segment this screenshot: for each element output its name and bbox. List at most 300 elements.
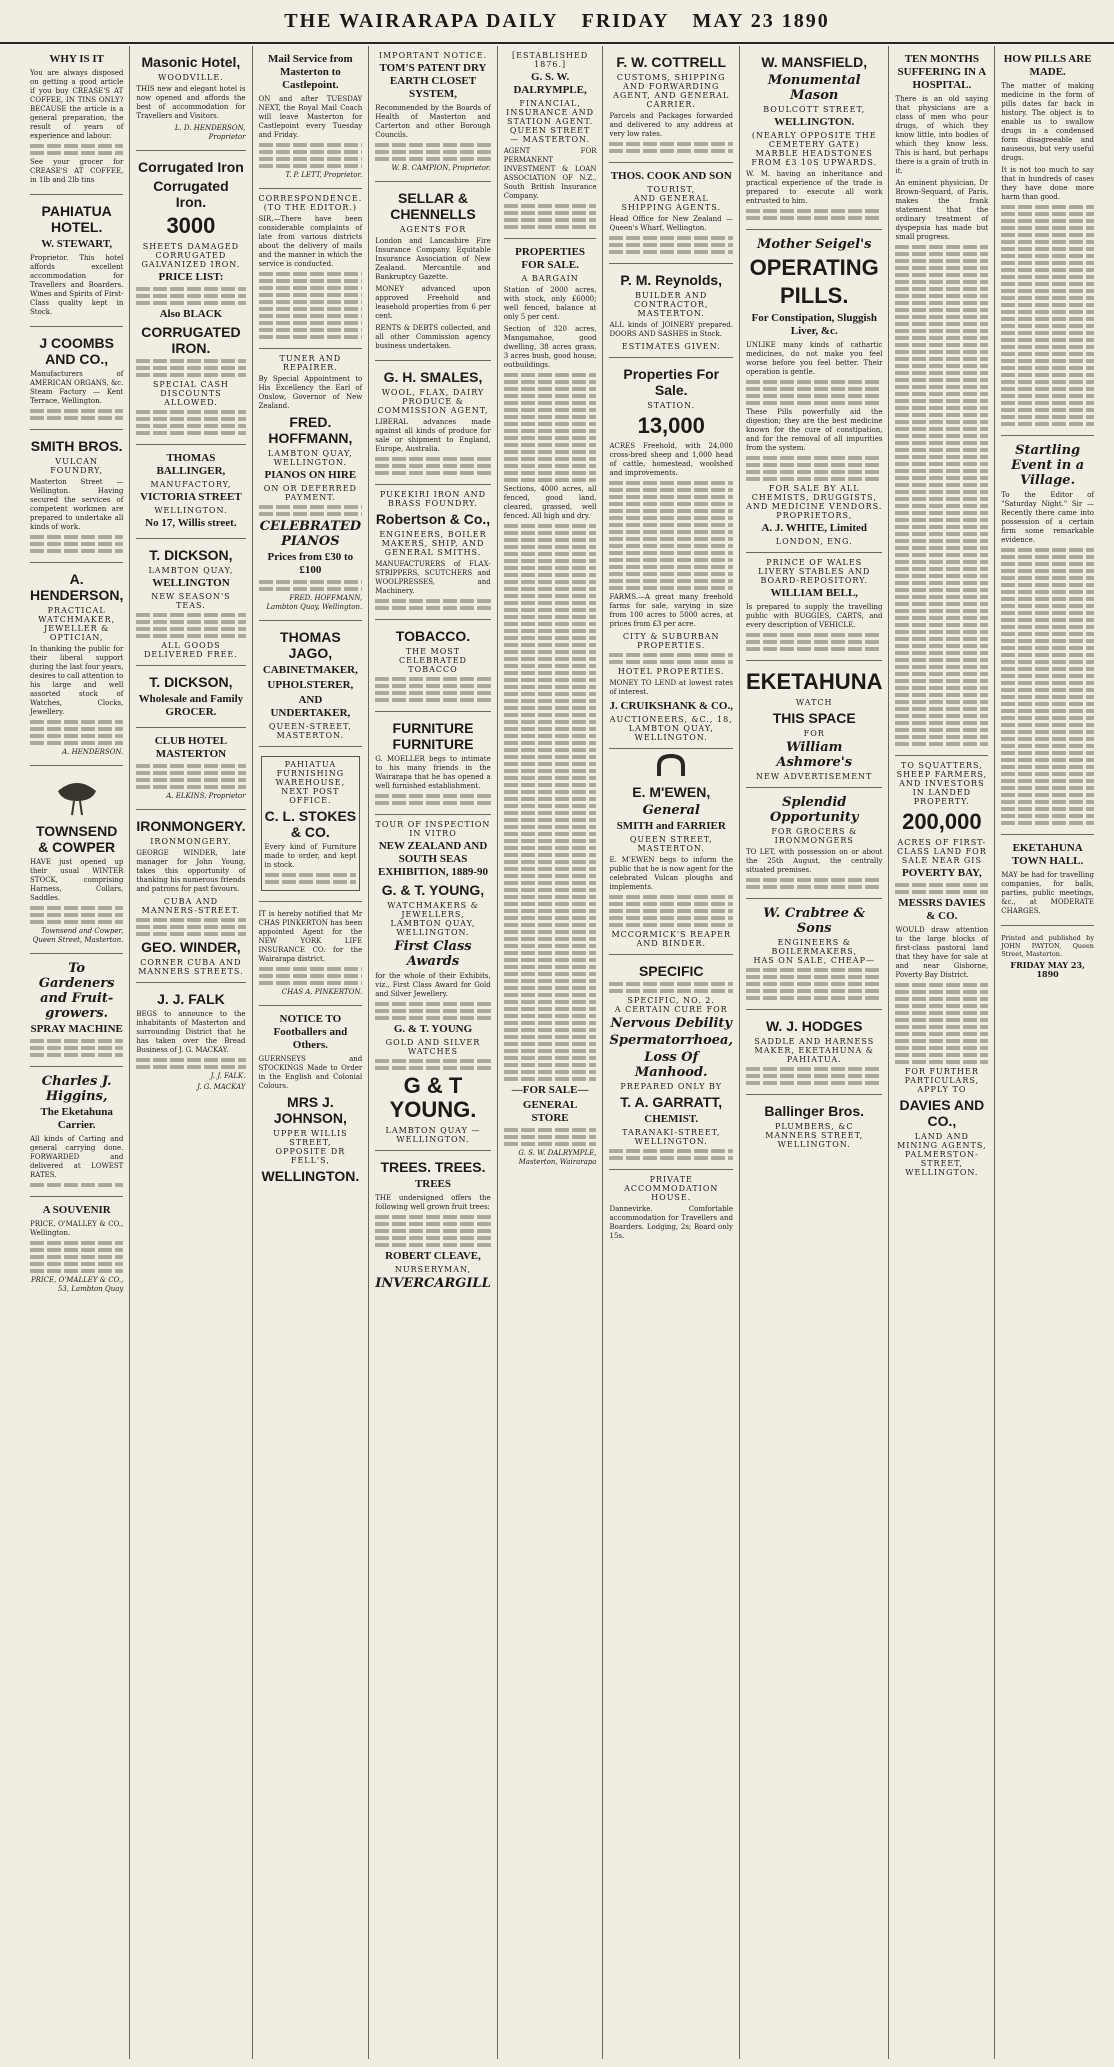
ad-subheading: TREES xyxy=(414,1178,452,1190)
issue-date: MAY 23 1890 xyxy=(692,10,830,32)
ad-place: MASTERTON. xyxy=(637,309,705,318)
column-3 xyxy=(253,46,370,2059)
ad-number: No 17, Willis street. xyxy=(145,517,237,529)
dickson-grocer-ad xyxy=(136,666,245,728)
sellar-ad xyxy=(375,182,490,361)
ad-subheading: ENGINEERS, BOILER MAKERS, SHIP, AND GENERAL SMITHS. xyxy=(379,530,487,557)
ad-heading: EKETAHUNA xyxy=(745,669,883,694)
ad-heading: Mail Service from Masterton to Castlepoint. xyxy=(268,53,353,91)
ad-body: AGENT FOR PERMANENT INVESTMENT & LOAN ASSOCIATION OF N.Z., South British Insurance Company. xyxy=(503,147,597,200)
ad-heading: IRONMONGERY. xyxy=(136,818,246,834)
ad-trade: LAND AND MINING AGENTS, xyxy=(897,1132,987,1150)
ad-place: WELLINGTON. xyxy=(261,1168,360,1184)
ad-company: A. J. WHITE, Limited xyxy=(761,522,867,534)
ad-subheading: The Eketahuna Carrier. xyxy=(40,1106,113,1131)
ad-subheading: AGENTS FOR xyxy=(399,225,467,234)
ad-street: QUEEN STREET, MASTERTON. xyxy=(629,835,713,853)
ad-body: Every kind of Furniture made to order, and kept in stock. xyxy=(264,843,357,869)
ad-heading: A. HENDERSON, xyxy=(30,571,124,603)
column-2 xyxy=(130,46,252,2059)
ad-subheading: BUILDER AND CONTRACTOR, xyxy=(634,291,709,309)
column-1 xyxy=(24,46,130,2059)
ballinger-ad xyxy=(136,445,245,539)
ad-subheading: Wholesale and Family GROCER. xyxy=(138,693,244,718)
ad-loss: Loss Of Manhood. xyxy=(634,1050,708,1080)
ad-body: IT is hereby notified that Mr CHAS PINKERTON has been appointed Agent for the NEW YORK LIFE INSURANCE CO. for the Wairarapa district. xyxy=(258,910,363,963)
ad-name: J. CRUIKSHANK & CO., xyxy=(609,700,733,712)
closet-ad xyxy=(375,46,490,182)
cruikshank-ad xyxy=(609,358,733,749)
ad-heading: W. J. HODGES xyxy=(765,1018,863,1034)
ad-street: BOULCOTT STREET, xyxy=(763,105,866,114)
ad-street: VICTORIA STREET xyxy=(140,491,242,503)
bargain-heading: A BARGAIN xyxy=(521,274,579,283)
dickson-ad xyxy=(136,539,245,666)
mail-service-ad xyxy=(259,46,363,189)
young-ad xyxy=(375,815,490,1151)
ad-body: G. MOELLER begs to intimate to his many friends in the Wairarapa that he has opened a well furnished establishment. xyxy=(375,755,491,790)
souvenir-ad xyxy=(30,1197,123,1302)
ad-body: GUERNSEYS and STOCKINGS Made to Order in the English and Colonial Colours. xyxy=(258,1055,363,1090)
ironmongery-ad xyxy=(136,810,245,983)
jago-ad xyxy=(259,621,363,747)
hodges-ad xyxy=(746,1010,882,1095)
ad-body: MAY be had for travelling companies, for balls, parties, public meetings, &c., at MODERATE CHARGES. xyxy=(1001,871,1094,915)
ad-body: ON and after TUESDAY NEXT, the Royal Mail Coach will leave Masterton for Castlepoint every Tuesday and Friday. xyxy=(258,95,363,139)
ad-signature: T. P. LETT, Proprietor. xyxy=(285,171,363,179)
ad-subheading: General xyxy=(642,803,700,818)
accommodation-ad xyxy=(609,1170,733,1250)
ad-established: [ESTABLISHED 1876.] xyxy=(512,51,589,69)
ad-body: In thanking the public for their liberal support during the last four years, desires to call attention to his large and well assorted stock of Watches, Clocks, Jewellery. xyxy=(30,645,124,716)
ad-signature: L. D. HENDERSON, Proprietor xyxy=(174,124,246,141)
splendid-opportunity-ad xyxy=(746,788,882,899)
ad-signature: CHAS A. PINKERTON. xyxy=(281,988,363,996)
ad-name: GEO. WINDER, xyxy=(141,939,241,955)
ad-heading: THOMAS JAGO, xyxy=(280,629,341,661)
ad-subheading: SADDLE AND HARNESS MAKER, EKETAHUNA & PAHIATUA. xyxy=(754,1037,875,1064)
for-sale-sub: GENERAL STORE xyxy=(522,1099,578,1124)
ad-heading: THOS. COOK AND SON xyxy=(610,170,732,182)
ad-place: TARANAKI-STREET, WELLINGTON. xyxy=(622,1128,721,1146)
ad-heading: PAHIATUA FURNISHING WAREHOUSE, NEXT POST OFFICE. xyxy=(275,760,346,805)
townsend-cowper-ad xyxy=(30,766,123,954)
ad-subheading-2: AND GENERAL SHIPPING AGENTS. xyxy=(621,194,722,212)
ad-body: for the whole of their Exhibits, viz., First Class Award for Gold and Silver Jewellery. xyxy=(375,972,491,998)
special-discounts: SPECIAL CASH DISCOUNTS ALLOWED. xyxy=(152,380,229,407)
city-heading: CITY & SUBURBAN PROPERTIES. xyxy=(622,632,720,650)
ad-heading: E. M'EWEN, xyxy=(632,784,711,800)
pahiatua-hotel-ad xyxy=(30,195,123,327)
ad-body: W. M. having an inheritance and practical experience of the trade is prepared to execute all work entrusted to him. xyxy=(745,170,883,205)
ad-heading: TOWNSEND & COWPER xyxy=(35,823,118,855)
ad-body: TO LET, with possession on or about the 25th August, the centrally situated premises. xyxy=(745,848,883,874)
ad-note: (NEARLY OPPOSITE THE CEMETERY GATE) xyxy=(751,131,877,149)
ad-subheading: Monumental Mason xyxy=(767,73,861,103)
ad-subheading: FOR GROCERS & IRONMONGERS xyxy=(771,827,858,845)
article-body: The matter of making medicine in the form of pills dates far back in history. The object is to enable us to swallow drugs in a condensed form disagreeable and nauseous, but very useful drugs. xyxy=(1001,82,1094,162)
saddle-illustration xyxy=(52,771,102,817)
hotel-heading: HOTEL PROPERTIES. xyxy=(617,667,725,676)
issue-day: FRIDAY xyxy=(581,10,670,32)
crease-coffee-ad xyxy=(30,46,123,195)
ad-heading: W. MANSFIELD, xyxy=(761,54,868,70)
ad-heading: SELLAR & CHENNELLS xyxy=(390,190,476,222)
article-heading: TEN MONTHS SUFFERING IN A HOSPITAL. xyxy=(897,53,987,91)
ad-heading: TO SQUATTERS, SHEEP FARMERS, AND INVESTORS xyxy=(896,761,988,788)
ad-body: Dannevirke. Comfortable accommodation for Travellers and Boarders. Lodging, 2s; Board only 15s. xyxy=(609,1205,733,1240)
ad-name-big: G & T YOUNG. xyxy=(389,1073,477,1122)
ad-heading: Masonic Hotel, xyxy=(141,54,241,70)
correspondence xyxy=(259,189,363,349)
ad-body: MANUFACTURERS of FLAX-STRIPPERS, SCUTCHERS and WOOLPRESSES, and Machinery. xyxy=(375,560,491,595)
ad-heading: Ballinger Bros. xyxy=(764,1103,865,1119)
ad-subheading: ENGINEERS & BOILERMAKERS, xyxy=(771,938,857,956)
ad-body: Masterton Street — Wellington. Having secured the services of competent workmen are prepared to undertake all kinds of work. xyxy=(30,478,124,531)
article-heading: Startling Event in a Village. xyxy=(1011,443,1085,488)
tobacco-ad xyxy=(375,620,490,712)
ad-place: LONDON, ENG. xyxy=(775,537,853,546)
ad-heading: Splendid Opportunity xyxy=(770,795,859,825)
ad-heading: PRINCE OF WALES LIVERY STABLES AND BOARD-REPOSITORY. xyxy=(758,558,871,585)
ad-awards: First Class Awards xyxy=(394,939,472,969)
ad-new-teas: NEW SEASON'S TEAS. xyxy=(151,592,231,610)
ad-body: ALL kinds of JOINERY prepared. DOORS AND SASHES in Stock. xyxy=(609,321,733,338)
ad-pills: PILLS. xyxy=(780,283,849,308)
ad-heading: PRIVATE ACCOMMODATION HOUSE. xyxy=(624,1175,719,1202)
ad-body: GEORGE WINDER, late manager for John Young, takes this opportunity of thanking his numerous friends and patrons for past favours. xyxy=(136,849,246,893)
ad-heading: TREES. TREES. xyxy=(380,1159,486,1175)
ad-subheading: THE MOST CELEBRATED TOBACCO xyxy=(399,647,467,674)
ad-subheading: CUSTOMS, SHIPPING AND FORWARDING AGENT, AND GENERAL CARRIER. xyxy=(613,73,730,109)
ad-subheading: WOOL, FLAX, DAIRY PRODUCE & COMMISSION AGENT, xyxy=(377,388,489,415)
ad-heading: PAHIATUA HOTEL. xyxy=(41,203,112,235)
ballinger-bros-ad xyxy=(746,1095,882,1155)
ad-body: Proprietor. This hotel affords excellent accommodation for Travellers and Boarders. Wines and Spirits of First-Class quality kept in Stock. xyxy=(30,254,124,316)
dalrymple-ad xyxy=(504,46,597,239)
article-body-2: It is not too much to say that in hundreds of cases they have done more harm than good. xyxy=(1001,166,1094,201)
ad-subheading: LAMBTON QUAY, xyxy=(148,566,234,575)
ad-body: THIS new and elegant hotel is now opened and affords the best of accommodation for Travellers and Visitors. xyxy=(136,85,246,120)
ad-heading: WHY IS IT xyxy=(49,53,104,65)
ad-heading: G. H. SMALES, xyxy=(383,369,483,385)
price-list-heading: PRICE LIST: xyxy=(158,271,224,283)
ad-money: MONEY advanced upon approved Freehold and leasehold properties from 6 per cent. xyxy=(375,285,491,320)
davies-land-ad xyxy=(895,756,988,1183)
ad-pianos: PIANOS ON HIRE xyxy=(264,469,357,481)
ad-name: MESSRS DAVIES & CO. xyxy=(898,897,986,922)
ad-black-2: CORRUGATED IRON. xyxy=(141,324,241,356)
farms-body: FARMS.—A great many freehold farms for sale, varying in size from 100 acres to 5000 acres, at prices from £3 per acre. xyxy=(609,593,733,628)
trees-ad xyxy=(375,1151,490,1299)
ad-subheading: PRACTICAL WATCHMAKER, JEWELLER & OPTICIAN, xyxy=(38,606,116,642)
reynolds-ad xyxy=(609,264,733,358)
ad-body: LIBERAL advances made against all kinds of produce for sale or shipment to England, Europe, Australia. xyxy=(375,418,491,453)
section-heading: PROPERTIES FOR SALE. xyxy=(515,246,586,271)
printer-imprint: Printed and published by JOHN PAYTON, Queen Street, Masterton. xyxy=(1001,934,1094,958)
ad-body: London and Lancashire Fire Insurance Company. Equitable Insurance Association of New Zealand. Mercantile and Bankruptcy Gazette. xyxy=(375,237,491,281)
ad-signature: G. S. W. DALRYMPLE, Masterton, Wairarapa xyxy=(518,1149,597,1166)
ad-body: BEGS to announce to the inhabitants of Masterton and surrounding District that he has taken over the Bread Business of J. G. MACKAY. xyxy=(136,1010,246,1054)
ad-name-2: DAVIES AND CO., xyxy=(899,1097,985,1129)
station-body: ACRES Freehold, with 24,000 cross-bred sheep and 1,000 head of cattle, homestead, woolshed and improvements. xyxy=(609,442,733,477)
ad-heading: G. S. W. DALRYMPLE, xyxy=(513,71,587,96)
section-to: (TO THE EDITOR.) xyxy=(263,203,357,212)
ad-subheading: WATCHMAKERS & JEWELLERS, LAMBTON QUAY, WELLINGTON. xyxy=(387,901,479,937)
ad-address: QUEEN-STREET, MASTERTON. xyxy=(268,722,352,740)
ad-body: Is prepared to supply the travelling public with BUGGIES, CARTS, and every description of VEHICLE. xyxy=(745,603,883,629)
ad-delivered: ALL GOODS DELIVERED FREE. xyxy=(143,641,238,659)
ad-signature: PRICE, O'MALLEY & CO., 53, Lambton Quay xyxy=(30,1276,124,1293)
ad-address: CORNER CUBA AND MANNERS STREETS. xyxy=(138,958,244,976)
ad-payment: ON OR DEFERRED PAYMENT. xyxy=(263,484,357,502)
ad-subheading: FINANCIAL, INSURANCE AND STATION AGENT. xyxy=(506,99,595,126)
ad-heading: J COOMBS AND CO., xyxy=(39,335,115,367)
acres-figure: 200,000 xyxy=(902,809,982,834)
ad-subheading: IRONMONGERY. xyxy=(150,837,232,846)
ad-trade: CHEMIST. xyxy=(644,1113,699,1125)
ad-heading: A SOUVENIR xyxy=(42,1204,111,1216)
ad-heading: J. J. FALK xyxy=(157,991,225,1007)
higgins-ad xyxy=(30,1067,123,1197)
mcewen-ad xyxy=(609,749,733,955)
seigel-pills-ad xyxy=(746,230,882,553)
ad-subheading: IN LANDED PROPERTY. xyxy=(912,788,972,806)
ad-rents: RENTS & DEBTS collected, and all other Commission agency business undertaken. xyxy=(375,324,491,350)
ad-sperm: Spermatorrhoea, xyxy=(609,1033,733,1048)
ad-heading: SMITH BROS. xyxy=(30,438,123,454)
ad-subheading: MANUFACTORY, xyxy=(150,480,232,489)
ad-place: PALMERSTON-STREET, WELLINGTON. xyxy=(904,1150,979,1177)
ad-body: THE undersigned offers the following well grown fruit trees: xyxy=(375,1194,491,1211)
ad-heading: W. Crabtree & Sons xyxy=(763,906,866,936)
ad-poverty: POVERTY BAY, xyxy=(902,867,982,879)
article-heading: HOW PILLS ARE MADE. xyxy=(1003,53,1092,78)
ad-body: Head Office for New Zealand — Queen's Wharf, Wellington. xyxy=(609,215,733,232)
column-7 xyxy=(740,46,889,2059)
masthead xyxy=(0,0,1114,44)
cook-ad xyxy=(609,163,733,264)
ad-signature: A. HENDERSON. xyxy=(62,748,124,756)
properties-list xyxy=(504,239,597,1175)
pinkerton-ad xyxy=(259,902,363,1006)
johnson-ad xyxy=(259,1006,363,1193)
ad-heading: T. DICKSON, xyxy=(149,674,233,690)
ad-nervous: Nervous Debility xyxy=(610,1016,732,1031)
cottrell-ad xyxy=(609,46,733,163)
ad-trade: SMITH and FARRIER xyxy=(616,820,726,832)
ashmore-space-ad xyxy=(746,661,882,788)
ad-heading: NOTICE TO Footballers and Others. xyxy=(273,1013,348,1051)
corrugated-iron-ad xyxy=(136,151,245,445)
ad-heading: To Gardeners and Fruit-growers. xyxy=(38,961,115,1021)
letter-body: SIR,—There have been considerable complaints of late from various districts about the delivery of mails and the manner in which the service is conducted. xyxy=(258,215,363,268)
ad-constipation: For Constipation, Sluggish Liver, &c. xyxy=(751,312,877,337)
article-body: To the Editor of "Saturday Night." Sir — Recently there came into possession of a certain firm some remarkable evidence. xyxy=(1001,491,1094,544)
ad-signature: J. J. FALK. xyxy=(210,1072,246,1080)
ad-heading: TUNER AND REPAIRER. xyxy=(279,354,342,372)
column-grid xyxy=(24,46,1100,2059)
ad-body: By Special Appointment to His Excellency the Earl of Onslow, Governor of New Zealand. xyxy=(258,375,363,410)
ad-signature: W. B. CAMPION, Proprietor. xyxy=(391,164,491,172)
henderson-ad xyxy=(30,563,123,766)
stokes-ad xyxy=(259,747,363,902)
robertson-ad xyxy=(375,485,490,620)
ad-body: All kinds of Carting and general carrying done. FORWARDED and delivered at LOWEST RATES. xyxy=(30,1135,124,1179)
pills-article xyxy=(1001,46,1094,436)
ad-heading: SPECIFIC xyxy=(638,963,704,979)
crabtree-ad xyxy=(746,899,882,1010)
ad-place: WOODVILLE. xyxy=(158,73,224,82)
ad-watch: WATCH xyxy=(795,698,833,707)
ad-footer: See your grocer for CREASE'S AT COFFEE, in 1lb and 2lb tins xyxy=(30,158,124,184)
ad-name: T. A. GARRATT, xyxy=(620,1094,723,1110)
ad-sub: OPPOSITE DR FELL'S, xyxy=(275,1147,346,1165)
hospital-article xyxy=(895,46,988,756)
ad-place: QUEEN STREET — MASTERTON. xyxy=(509,126,591,144)
ad-reaper: MCCORMICK'S REAPER AND BINDER. xyxy=(611,930,732,948)
ad-address: AUCTIONEERS, &C., 18, LAMBTON QUAY, WELLINGTON. xyxy=(609,715,733,742)
club-hotel-ad xyxy=(136,728,245,810)
moeller-ad xyxy=(375,712,490,815)
ad-body: UNLIKE many kinds of cathartic medicines, do not make you feel worse before you feel better. Their operation is gentle. xyxy=(745,341,883,376)
ad-proprietors: PROPRIETORS, xyxy=(776,511,853,520)
ad-name: ROBERT CLEAVE, xyxy=(385,1250,481,1262)
hoffmann-ad xyxy=(259,349,363,621)
ad-heading: Corrugated Iron xyxy=(138,159,244,175)
ad-name-2: G. & T. YOUNG xyxy=(393,1023,473,1035)
ad-subheading: PLUMBERS, &C xyxy=(774,1122,854,1131)
article-body-2: An eminent physician, Dr Brown-Sequard, of Paris, makes the frank statement that the ordinary treatment of dyspepsia has made but small progress. xyxy=(895,179,989,241)
ad-subheading: SHEETS DAMAGED CORRUGATED GALVANIZED IRON. xyxy=(141,242,241,269)
ad-street: CUBA AND MANNERS-STREET. xyxy=(141,897,241,915)
ad-sale: HAS ON SALE, CHEAP— xyxy=(753,956,875,965)
station-heading: STATION. xyxy=(647,401,696,410)
ad-subheading: TOURIST, xyxy=(647,185,696,194)
acres-figure: 13,000 xyxy=(637,413,705,438)
ad-signature: FRED. HOFFMANN, Lambton Quay, Wellington. xyxy=(266,594,363,611)
ad-heading: Mother Seigel's xyxy=(757,237,872,252)
ad-for: FOR xyxy=(803,729,825,738)
ad-operating: OPERATING xyxy=(749,255,879,280)
column-9 xyxy=(995,46,1100,2059)
smith-bros-ad xyxy=(30,430,123,563)
ad-trade-1: CABINETMAKER, xyxy=(262,664,358,676)
ad-body: You are always disposed on getting a good article if you buy CREASE'S AT COFFEE, IN TINS ONLY? BECAUSE the article is a general preparation, the result of years of experience and labour. xyxy=(30,69,124,140)
ad-name: FRED. HOFFMANN, xyxy=(268,414,353,446)
ad-heading: Properties For Sale. xyxy=(623,366,720,398)
ad-street: UPPER WILLIS STREET, xyxy=(273,1129,348,1147)
ad-body: Recommended by the Boards of Health of Masterton and Carterton and other Borough Councils. xyxy=(375,104,491,139)
ad-heading: FURNITURE FURNITURE xyxy=(392,720,474,752)
town-hall-ad xyxy=(1001,835,1094,926)
ad-trade-2: UPHOLSTERER, xyxy=(267,679,354,691)
column-5 xyxy=(498,46,604,2059)
falk-ad xyxy=(136,983,245,1100)
ad-body: HAVE just opened up their usual WINTER STOCK, comprising Harness, Collars, Saddles. xyxy=(30,858,124,902)
spray-machine-ad xyxy=(30,954,123,1067)
ad-gold: GOLD AND SILVER WATCHES xyxy=(385,1038,481,1056)
bargain-body: Station of 2000 acres, with stock, only £6000; well fenced, balance at only 5 per cent. xyxy=(503,286,597,321)
imprint xyxy=(1001,926,1094,985)
newspaper-title: THE WAIRARAPA DAILY xyxy=(284,10,559,32)
ad-space: THIS SPACE xyxy=(772,710,856,726)
ad-place: WELLINGTON. xyxy=(154,506,228,515)
lots-body: Section of 320 acres, Mangamahoe, good dwelling, 38 acres grass, 3 acres bush, good house, outbuildings. xyxy=(503,325,597,369)
ad-prepared: PREPARED ONLY BY xyxy=(620,1082,723,1091)
ad-signature: A. ELKINS, Proprietor xyxy=(166,792,246,800)
ad-prices: Prices from £30 to £100 xyxy=(267,551,354,576)
ad-place: WELLINGTON xyxy=(152,577,230,589)
ad-name: MRS J. JOHNSON, xyxy=(273,1094,347,1126)
ad-heading: THOMAS BALLINGER, xyxy=(156,452,226,477)
ad-body-2: These Pills powerfully aid the digestion; they are the best medicine known for the cure of constipation, and for the removal of all impurities from the system. xyxy=(745,408,883,452)
mansfield-ad xyxy=(746,46,882,230)
ad-body: Parcels and Packages forwarded and delivered to any address at very low rates. xyxy=(609,112,733,138)
ad-trade: NURSERYMAN, xyxy=(394,1265,472,1274)
ad-name: C. L. STOKES & CO. xyxy=(264,808,357,840)
bell-stables-ad xyxy=(746,553,882,661)
ad-name: Robertson & Co., xyxy=(375,511,491,527)
ad-place: LAMBTON QUAY — WELLINGTON. xyxy=(385,1126,481,1144)
ad-new: NEW ADVERTISEMENT xyxy=(756,772,873,781)
ad-heading: F. W. COTTRELL xyxy=(616,54,727,70)
ad-further: FOR FURTHER PARTICULARS, APPLY TO xyxy=(904,1067,980,1094)
ad-heading: CLUB HOTEL MASTERTON xyxy=(154,735,228,760)
section-heading: CORRESPONDENCE. xyxy=(258,194,363,203)
column-8 xyxy=(889,46,995,2059)
ad-subheading: VULCAN FOUNDRY, xyxy=(50,457,104,475)
garratt-ad xyxy=(609,955,733,1170)
ad-proprietor: W. STEWART, xyxy=(41,238,113,250)
acres-sub: ACRES OF FIRST-CLASS LAND FOR SALE NEAR GIS xyxy=(896,838,987,865)
coombs-ad xyxy=(30,327,123,430)
column-6 xyxy=(603,46,740,2059)
ad-heading: PUKEKIRI IRON AND BRASS FOUNDRY. xyxy=(379,490,487,508)
money-body: MONEY TO LEND at lowest rates of interest. xyxy=(609,679,733,696)
ad-heading: TOBACCO. xyxy=(395,628,471,644)
ad-body: Manufacturers of AMERICAN ORGANS, &c. Steam Factory — Kent Terrace, Wellington. xyxy=(30,370,124,405)
ad-marble: MARBLE HEADSTONES FROM £3 10S UPWARDS. xyxy=(751,149,878,167)
ad-name: G. & T. YOUNG, xyxy=(381,882,485,898)
ad-place: WELLINGTON. xyxy=(774,116,855,128)
ad-subheading: SPRAY MACHINE xyxy=(30,1023,123,1035)
ad-count: 3000 xyxy=(166,213,216,238)
column-4 xyxy=(369,46,497,2059)
ad-body: E. M'EWEN begs to inform the public that he is now agent for the celebrated Vulcan ploughs and implements. xyxy=(609,856,733,891)
more-body: Sections, 4000 acres, all fenced, good land, cleared, grassed, well fenced. All high and dry. xyxy=(503,485,597,520)
imprint-date: FRIDAY MAY 23, 1890 xyxy=(1010,960,1085,979)
ad-subheading: TOM'S PATENT DRY EARTH CLOSET SYSTEM, xyxy=(379,62,487,100)
ad-subheading: SPECIFIC, NO. 2. xyxy=(627,996,715,1005)
masonic-hotel-ad xyxy=(136,46,245,151)
for-sale-heading: —FOR SALE— xyxy=(511,1084,589,1096)
ad-place: MANNERS STREET, WELLINGTON. xyxy=(765,1131,864,1149)
ad-name: William Ashmore's xyxy=(776,740,853,770)
ad-exhibition: NEW ZEALAND AND SOUTH SEAS EXHIBITION, 1889-90 xyxy=(377,840,488,878)
ad-heading: T. DICKSON, xyxy=(149,547,233,563)
village-article xyxy=(1001,436,1094,835)
ad-body: PRICE, O'MALLEY & CO., Wellington. xyxy=(30,1220,124,1237)
ad-black: Also BLACK xyxy=(159,308,223,320)
ad-heading: EKETAHUNA TOWN HALL. xyxy=(1011,842,1084,867)
ad-trade-3: AND UNDERTAKER, xyxy=(270,694,351,719)
horseshoe-icon xyxy=(651,754,691,778)
ad-heading: TOUR OF INSPECTION IN VITRO xyxy=(375,820,491,838)
ad-place: INVERCARGILL xyxy=(375,1276,491,1291)
ad-name: WILLIAM BELL, xyxy=(770,587,858,599)
smales-ad xyxy=(375,361,490,485)
